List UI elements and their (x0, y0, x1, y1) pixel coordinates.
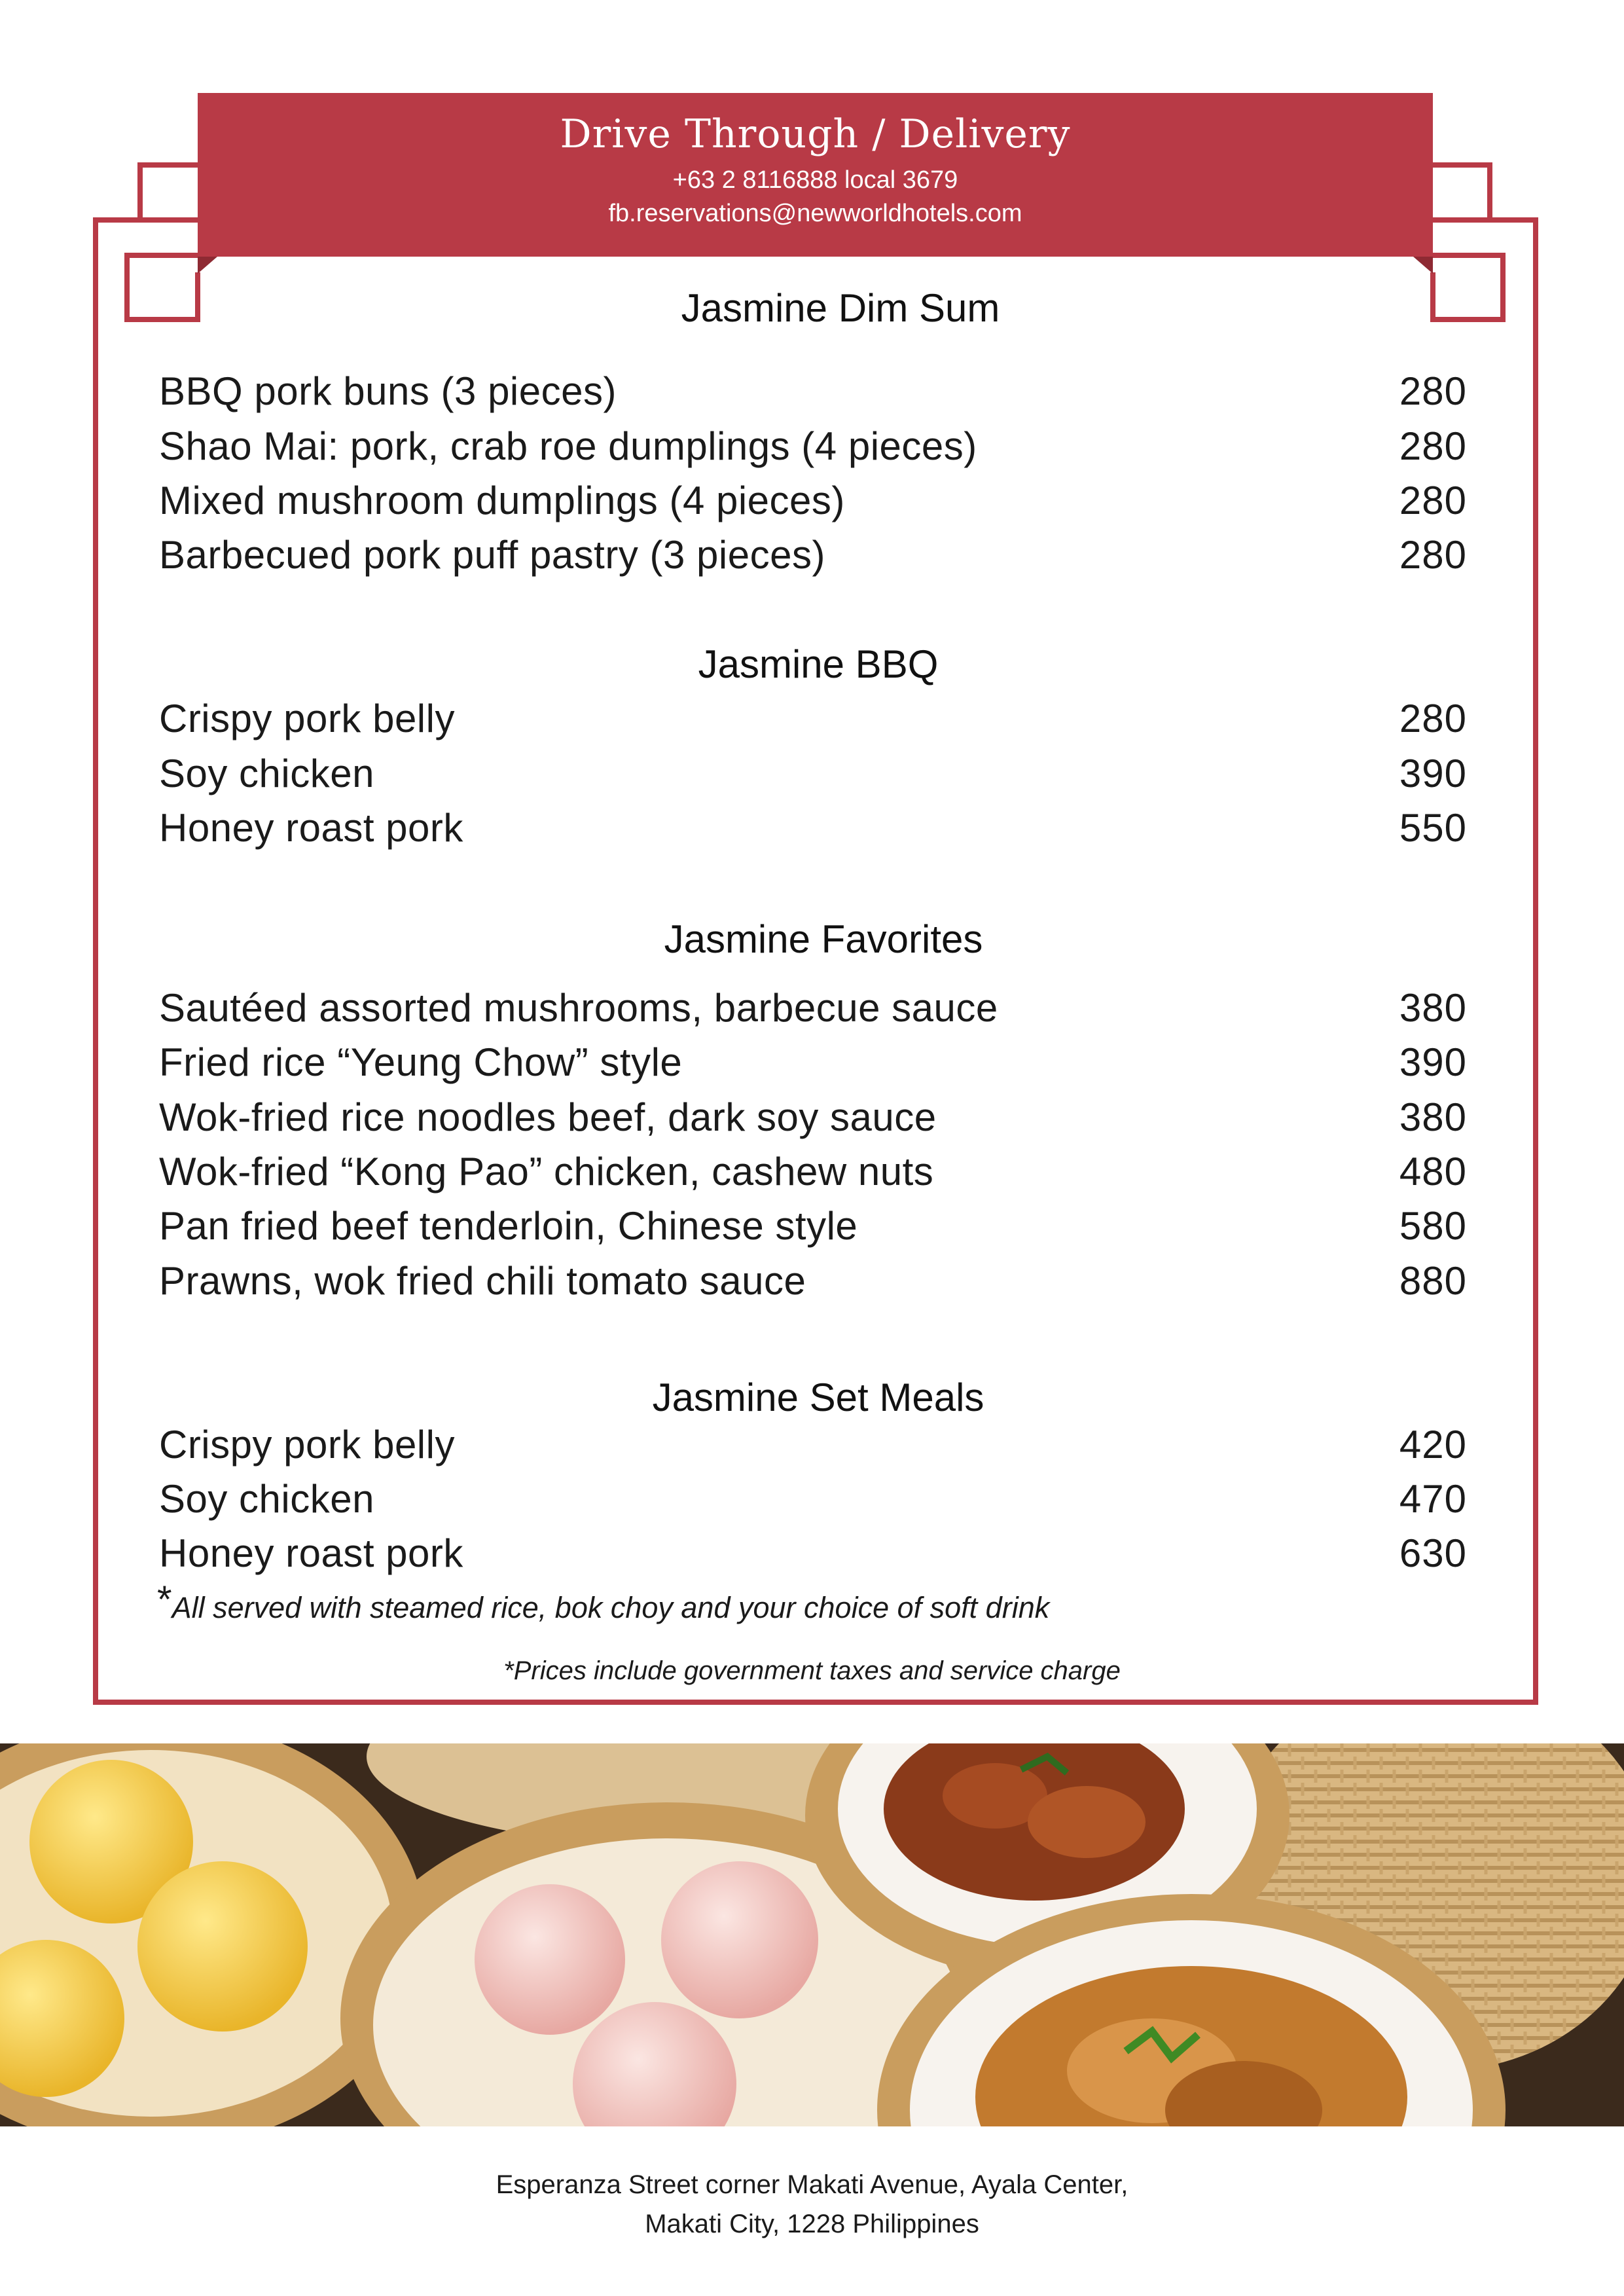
menu-item-name: Soy chicken (159, 752, 374, 795)
menu-item-price: 280 (1399, 479, 1467, 522)
menu-item-price: 550 (1399, 806, 1467, 850)
menu-item-name: Crispy pork belly (159, 1423, 455, 1467)
menu-item-price: 880 (1399, 1259, 1467, 1303)
menu-item-name: Shao Mai: pork, crab roe dumplings (4 pieces) (159, 424, 977, 468)
banner-fold-left (198, 257, 217, 274)
section-title-favorites: Jasmine Favorites (664, 917, 983, 961)
menu-item-price: 630 (1399, 1531, 1467, 1575)
set-meal-note-text: All served with steamed rice, bok choy and your choice of soft drink (171, 1591, 1050, 1624)
corner-ornament-left-key (127, 255, 198, 319)
section-title-set-meals: Jasmine Set Meals (652, 1376, 984, 1419)
menu-item-price: 380 (1399, 986, 1467, 1030)
menu-item-price: 480 (1399, 1150, 1467, 1194)
note-asterisk: * (157, 1578, 172, 1621)
section-title-bbq: Jasmine BBQ (698, 642, 939, 686)
set-meal-note (157, 1578, 1049, 1625)
menu-item-name: Honey roast pork (159, 806, 463, 850)
shrimp-dumpling (475, 1884, 625, 2035)
menu-item-price: 470 (1399, 1477, 1467, 1521)
menu-item-price: 390 (1399, 1040, 1467, 1084)
menu-item-price: 280 (1399, 424, 1467, 468)
footer-address-line-1: Esperanza Street corner Makati Avenue, Ayala Center, (496, 2170, 1128, 2199)
menu-item-name: Honey roast pork (159, 1531, 463, 1575)
menu-item-price: 280 (1399, 369, 1467, 413)
menu-item-name: Wok-fried “Kong Pao” chicken, cashew nuts (159, 1150, 934, 1194)
header-phone[interactable]: +63 2 8116888 local 3679 (672, 166, 958, 194)
menu-item-name: BBQ pork buns (3 pieces) (159, 369, 617, 413)
menu-item-price: 390 (1399, 752, 1467, 795)
menu-item-name: Fried rice “Yeung Chow” style (159, 1040, 683, 1084)
yellow-bun (137, 1861, 308, 2032)
dim-sum-photo (0, 1743, 1624, 2126)
menu-item-price: 280 (1399, 697, 1467, 740)
menu-item-name: Wok-fried rice noodles beef, dark soy sauce (159, 1095, 937, 1139)
header-banner (198, 93, 1433, 257)
corner-ornament-right-key (1433, 255, 1503, 319)
corner-ornament-left (140, 165, 198, 220)
menu-item-name: Prawns, wok fried chili tomato sauce (159, 1259, 806, 1303)
footer-address-line-2: Makati City, 1228 Philippines (645, 2210, 979, 2238)
menu-item-name: Barbecued pork puff pastry (3 pieces) (159, 533, 825, 577)
tax-note: *Prices include government taxes and service charge (503, 1656, 1121, 1685)
header-title: Drive Through / Delivery (560, 111, 1071, 157)
menu-item-name: Soy chicken (159, 1477, 374, 1521)
menu-item-name: Sautéed assorted mushrooms, barbecue sauce (159, 986, 998, 1030)
menu-item-price: 580 (1399, 1204, 1467, 1248)
menu-item-price: 420 (1399, 1423, 1467, 1467)
menu-item-price: 280 (1399, 533, 1467, 577)
menu-item-price: 380 (1399, 1095, 1467, 1139)
shrimp-dumpling (661, 1861, 818, 2018)
dim-sum-illustration (0, 1743, 1624, 2126)
menu-item-name: Pan fried beef tenderloin, Chinese style (159, 1204, 858, 1248)
section-title-dim-sum: Jasmine Dim Sum (681, 286, 1000, 330)
corner-ornament-right (1433, 165, 1490, 220)
menu-item-name: Crispy pork belly (159, 697, 455, 740)
banner-fold-right (1413, 257, 1433, 274)
header-email[interactable]: fb.reservations@newworldhotels.com (608, 200, 1022, 227)
menu-item-name: Mixed mushroom dumplings (4 pieces) (159, 479, 845, 522)
